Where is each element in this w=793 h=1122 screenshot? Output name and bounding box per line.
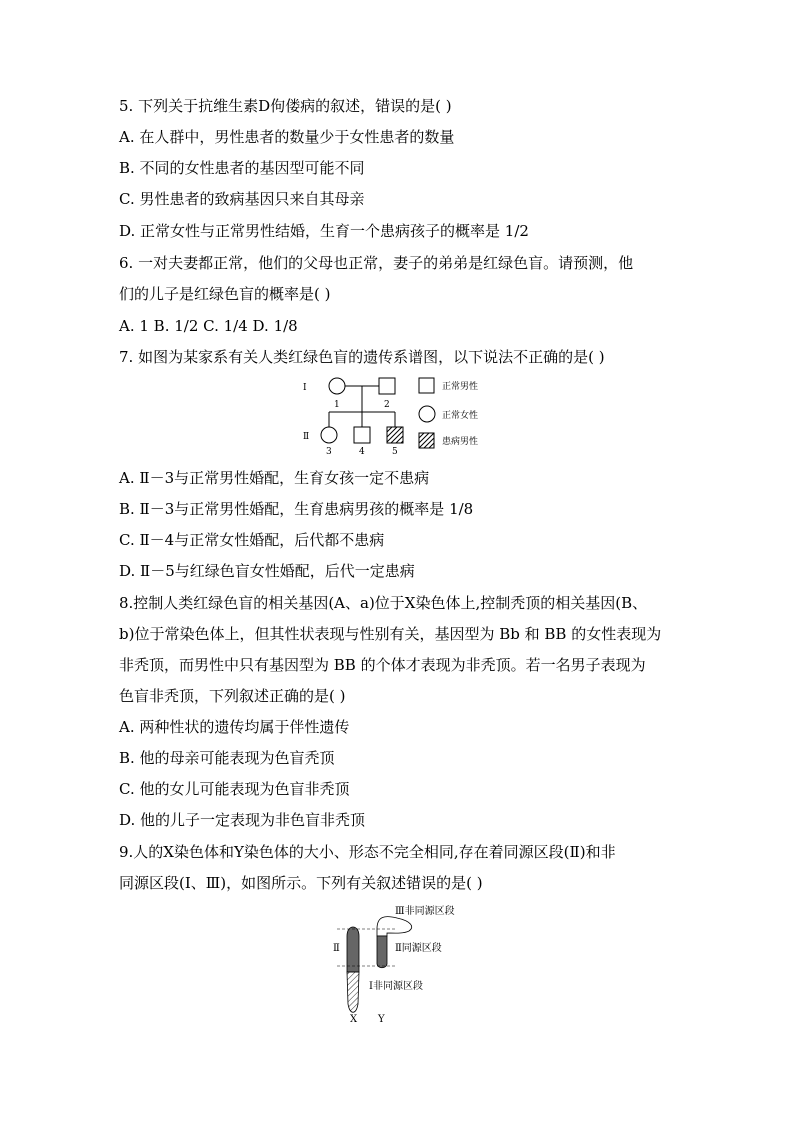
y-chromosome-homologous-region xyxy=(377,936,387,968)
q8-stem-line3: 非秃顶，而男性中只有基因型为 BB 的个体才表现为非秃顶。若一名男子表现为 xyxy=(119,656,646,674)
q8-option-d: D. 他的儿子一定表现为非色盲非秃顶 xyxy=(119,811,366,829)
gen-ii-label: Ⅱ xyxy=(303,432,310,442)
q6-stem-line1: 6. 一对夫妻都正常，他们的父母也正常，妻子的弟弟是红绿色盲。请预测，他 xyxy=(119,254,634,272)
legend-normal-female-icon xyxy=(419,406,435,422)
pedigree-ii4-male xyxy=(354,427,370,443)
q8-option-a: A. 两种性状的遗传均属于伴性遗传 xyxy=(119,718,350,736)
x-chromosome-nonhomologous-region xyxy=(347,972,359,1012)
ind-3-label: 3 xyxy=(326,447,332,456)
ind-4-label: 4 xyxy=(359,447,365,456)
gen-i-label: Ⅰ xyxy=(303,383,307,393)
q8-option-b: B. 他的母亲可能表现为色盲秃顶 xyxy=(119,749,335,767)
q7-option-a: A. Ⅱ－3与正常男性婚配，生育女孩一定不患病 xyxy=(119,469,430,487)
label-y: Y xyxy=(378,1014,385,1025)
q5-option-a: A. 在人群中，男性患者的数量少于女性患者的数量 xyxy=(119,128,455,146)
legend-normal-female-label: 正常女性 xyxy=(442,411,479,421)
q7-stem: 7. 如图为某家系有关人类红绿色盲的遗传系谱图，以下说法不正确的是( ) xyxy=(119,348,605,366)
label-region-ii: Ⅱ同源区段 xyxy=(395,943,442,954)
pedigree-ii3-female xyxy=(321,427,337,443)
q5-option-b: B. 不同的女性患者的基因型可能不同 xyxy=(119,159,365,177)
q9-stem-line2: 同源区段(Ⅰ、Ⅲ)，如图所示。下列有关叙述错误的是( ) xyxy=(119,874,483,892)
label-region-ii-left: Ⅱ xyxy=(333,943,340,954)
q8-stem-line1: 8.控制人类红绿色盲的相关基因(A、a)位于X染色体上,控制秃顶的相关基因(B、 xyxy=(119,594,648,612)
legend-affected-male-label: 患病男性 xyxy=(442,437,479,447)
q8-option-c: C. 他的女儿可能表现为色盲非秃顶 xyxy=(119,780,350,798)
xy-chromosome-figure xyxy=(325,900,485,1025)
label-region-i: Ⅰ非同源区段 xyxy=(369,981,423,992)
q6-stem-line2: 们的儿子是红绿色盲的概率是( ) xyxy=(119,285,331,303)
q8-stem-line4: 色盲非秃顶，下列叙述正确的是( ) xyxy=(119,687,346,705)
y-chromosome-nonhomologous-region xyxy=(377,917,412,936)
pedigree-i2-male xyxy=(379,378,395,394)
x-chromosome-homologous-region xyxy=(347,927,359,972)
legend-normal-male-label: 正常男性 xyxy=(442,382,479,392)
legend-normal-male-icon xyxy=(419,378,434,393)
ind-2-label: 2 xyxy=(384,400,390,410)
pedigree-figure xyxy=(300,374,500,456)
q5-stem: 5. 下列关于抗维生素D佝偻病的叙述，错误的是( ) xyxy=(119,97,452,115)
pedigree-i1-female xyxy=(329,378,345,394)
ind-5-label: 5 xyxy=(392,447,398,456)
q9-stem-line1: 9.人的X染色体和Y染色体的大小、形态不完全相同,存在着同源区段(Ⅱ)和非 xyxy=(119,843,616,861)
label-x: X xyxy=(350,1014,358,1025)
q5-option-d: D. 正常女性与正常男性结婚，生育一个患病孩子的概率是 1/2 xyxy=(119,222,529,240)
q7-option-d: D. Ⅱ－5与红绿色盲女性婚配，后代一定患病 xyxy=(119,562,415,580)
q7-option-c: C. Ⅱ－4与正常女性婚配，后代都不患病 xyxy=(119,531,385,549)
q8-stem-line2: b)位于常染色体上，但其性状表现与性别有关，基因型为 Bb 和 BB 的女性表现为 xyxy=(119,625,662,643)
label-region-iii: Ⅲ非同源区段 xyxy=(395,906,455,917)
q5-option-c: C. 男性患者的致病基因只来自其母亲 xyxy=(119,190,365,208)
ind-1-label: 1 xyxy=(334,400,340,410)
q7-option-b: B. Ⅱ－3与正常男性婚配，生育患病男孩的概率是 1/8 xyxy=(119,500,474,518)
q6-options: A. 1 B. 1/2 C. 1/4 D. 1/8 xyxy=(119,317,298,335)
